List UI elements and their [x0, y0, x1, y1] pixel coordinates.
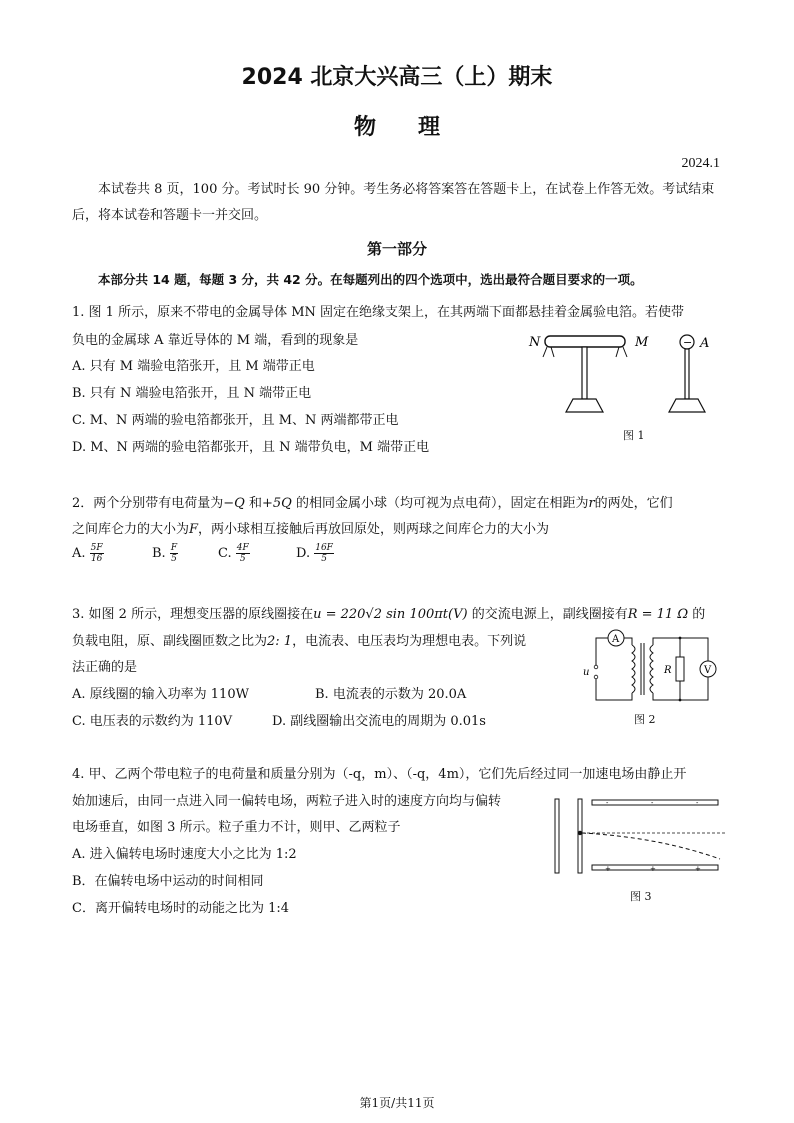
- fig3-plus-1: +: [605, 865, 611, 873]
- fig1-label-n: N: [529, 335, 541, 350]
- fig2-terminal-top: [594, 665, 598, 669]
- q1-stem-line1: 1. 图 1 所示，原来不带电的金属导体 MN 固定在绝缘支架上，在其两端下面都悬挂着金属验电箔。若使带: [72, 305, 685, 320]
- q3-option-b: B. 电流表的示数为 20.0A: [315, 687, 467, 702]
- q3-text-c: 的: [688, 607, 706, 622]
- fig3-entry-point: [578, 831, 582, 835]
- q2-option-b-frac: [170, 543, 178, 564]
- q2-option-b: [152, 543, 218, 564]
- fig1-conductor-mn: [545, 336, 625, 347]
- fig1-stand-rod: [582, 347, 587, 399]
- q4-option-b: B．在偏转电场中运动的时间相同: [72, 874, 264, 889]
- figure-1: [525, 330, 725, 420]
- q2-option-d-den: 5: [321, 554, 327, 564]
- fig2-secondary-coil: [650, 645, 653, 693]
- fig2-primary-coil: [632, 645, 635, 693]
- q3-stem-line3: 法正确的是: [72, 660, 138, 675]
- fig2-voltmeter-label: V: [704, 665, 712, 676]
- q1-option-a: A. 只有 M 端验电箔张开，且 M 端带正电: [72, 359, 315, 374]
- exam-instructions: 本试卷共 8 页，100 分。考试时长 90 分钟。考生务必将答案答在答题卡上，在试卷上作答无效。考试结束后，将本试卷和答题卡一并交回。: [72, 182, 715, 223]
- fig2-node-bottom: [679, 699, 682, 702]
- fig2-primary-wire: [596, 638, 632, 700]
- q2-option-a-frac: [90, 543, 104, 564]
- q2-option-d: [296, 543, 334, 564]
- q2-options: [72, 543, 334, 564]
- page-footer: 第1页/共11页: [359, 1096, 435, 1110]
- q2-option-a-num: 5F: [90, 543, 103, 553]
- figure-3-caption: 图 3: [630, 890, 652, 903]
- fig3-plus-3: +: [695, 865, 701, 873]
- q3-turns-ratio: 2: 1: [267, 634, 293, 649]
- q2-option-d-frac: [314, 543, 334, 564]
- q2-distance: r: [588, 496, 595, 511]
- fig1-foil-m: [616, 347, 627, 357]
- fig3-deflect-plate-top: [592, 800, 718, 805]
- q1-option-c: C. M、N 两端的验电箔都张开，且 M、N 两端都带正电: [72, 413, 399, 428]
- fig2-ammeter-label: A: [612, 634, 620, 645]
- q2-option-c-num: 4F: [236, 543, 249, 553]
- q4-option-a: A. 进入偏转电场时速度大小之比为 1:2: [72, 847, 297, 862]
- q2-option-b-num: F: [170, 543, 178, 553]
- figure-1-caption: 图 1: [623, 429, 645, 442]
- subject-title: 物理: [353, 115, 482, 140]
- q3-text-e: ，电流表、电压表均为理想电表。下列说: [292, 634, 527, 649]
- fig3-accel-plate-right: [578, 799, 582, 873]
- q3-text-b: 的交流电源上，副线圈接有: [467, 607, 628, 622]
- q2-stem-line1: [72, 492, 673, 511]
- fig3-minus-2: -: [651, 799, 654, 807]
- section-title: 第一部分: [366, 240, 427, 258]
- q4-stem-line2: 始加速后，由同一点进入同一偏转电场，两粒子进入时的速度方向均与偏转: [72, 794, 502, 809]
- q3-option-a: A. 原线圈的输入功率为 110W: [72, 687, 249, 702]
- fig2-terminal-bottom: [594, 675, 598, 679]
- q3-voltage-formula: u = 220√2 sin 100πt(V): [313, 607, 468, 622]
- fig3-accel-plate-left: [555, 799, 559, 873]
- fig2-source-label: u: [583, 667, 590, 678]
- fig1-label-m: M: [635, 335, 649, 350]
- q1-stem-line2: 负电的金属球 A 靠近导体的 M 端，看到的现象是: [72, 333, 359, 348]
- q3-text-a: 3. 如图 2 所示，理想变压器的原线圈接在: [72, 607, 314, 622]
- q4-option-c: C．离开偏转电场时的动能之比为 1:4: [72, 901, 290, 916]
- exam-date: 2024.1: [681, 156, 720, 171]
- exam-title: 2024 北京大兴高三（上）期末: [241, 65, 553, 90]
- q3-option-c: C. 电压表的示数约为 110V: [72, 714, 233, 729]
- fig2-node-top: [679, 637, 682, 640]
- fig1-stand-base: [566, 399, 603, 412]
- q1-option-d: D. M、N 两端的验电箔都张开，且 N 端带负电，M 端带正电: [72, 440, 430, 455]
- q3-option-d: D. 副线圈输出交流电的周期为 0.01s: [272, 714, 486, 729]
- figure-2: [580, 625, 720, 710]
- q2-option-c-frac: [236, 543, 250, 564]
- q3-stem-line1: [72, 603, 705, 622]
- q2-text-b: 和: [244, 496, 262, 511]
- q2-option-c-label: C.: [218, 546, 232, 561]
- q2-text-e: 之间库仑力的大小为: [72, 522, 190, 537]
- q2-text-f: ，两小球相互接触后再放回原处，则两球之间库仑力的大小为: [198, 522, 550, 537]
- q2-charge-pos: +5Q: [261, 496, 292, 511]
- fig2-resistor-label: R: [664, 665, 672, 676]
- fig2-resistor: [676, 657, 684, 681]
- q2-text-a: 2．两个分别带有电荷量为: [72, 496, 224, 511]
- fig1-sphere-base: [669, 399, 705, 412]
- q4-stem-line1: 4. 甲、乙两个带电粒子的电荷量和质量分别为（-q，m）、（-q，4m），它们先后经过同一加速电场由静止开: [72, 767, 687, 782]
- fig1-sphere-rod: [685, 349, 689, 399]
- fig3-minus-3: -: [696, 799, 699, 807]
- q2-option-c: [218, 543, 296, 564]
- q2-option-c-den: 5: [239, 554, 246, 564]
- part-instructions: 本部分共 14 题，每题 3 分，共 42 分。在每题列出的四个选项中，选出最符合题目要求的一项。: [98, 272, 643, 287]
- q2-option-d-label: D.: [296, 546, 311, 561]
- q2-text-d: 的两处，它们: [594, 496, 673, 511]
- q3-stem-line2: [72, 630, 526, 649]
- q2-force: F: [189, 522, 199, 537]
- q2-charge-neg: −Q: [223, 496, 245, 511]
- q2-option-d-num: 16F: [315, 543, 333, 553]
- fig3-plus-2: +: [650, 865, 656, 873]
- q2-stem-line2: [72, 518, 549, 537]
- q2-option-a-den: 16: [90, 554, 103, 564]
- q2-option-a: [72, 543, 152, 564]
- fig1-foil-n: [543, 347, 554, 357]
- q1-option-b: B. 只有 N 端验电箔张开，且 N 端带正电: [72, 386, 312, 401]
- q3-text-d: 负载电阻，原、副线圈匝数之比为: [72, 634, 268, 649]
- fig1-charge-sign: −: [683, 336, 693, 349]
- fig1-label-a: A: [700, 336, 710, 351]
- fig3-minus-1: -: [606, 799, 609, 807]
- q2-option-a-label: A.: [72, 546, 86, 561]
- q2-option-b-den: 5: [171, 554, 177, 564]
- fig3-trajectory: [582, 833, 720, 859]
- q2-option-b-label: B.: [152, 546, 166, 561]
- q3-resistance: R = 11 Ω: [627, 607, 689, 622]
- q4-stem-line3: 电场垂直，如图 3 所示。粒子重力不计，则甲、乙两粒子: [72, 820, 401, 835]
- figure-3: [548, 795, 728, 880]
- q2-text-c: 的相同金属小球（均可视为点电荷），固定在相距为: [291, 496, 589, 511]
- figure-2-caption: 图 2: [634, 713, 656, 726]
